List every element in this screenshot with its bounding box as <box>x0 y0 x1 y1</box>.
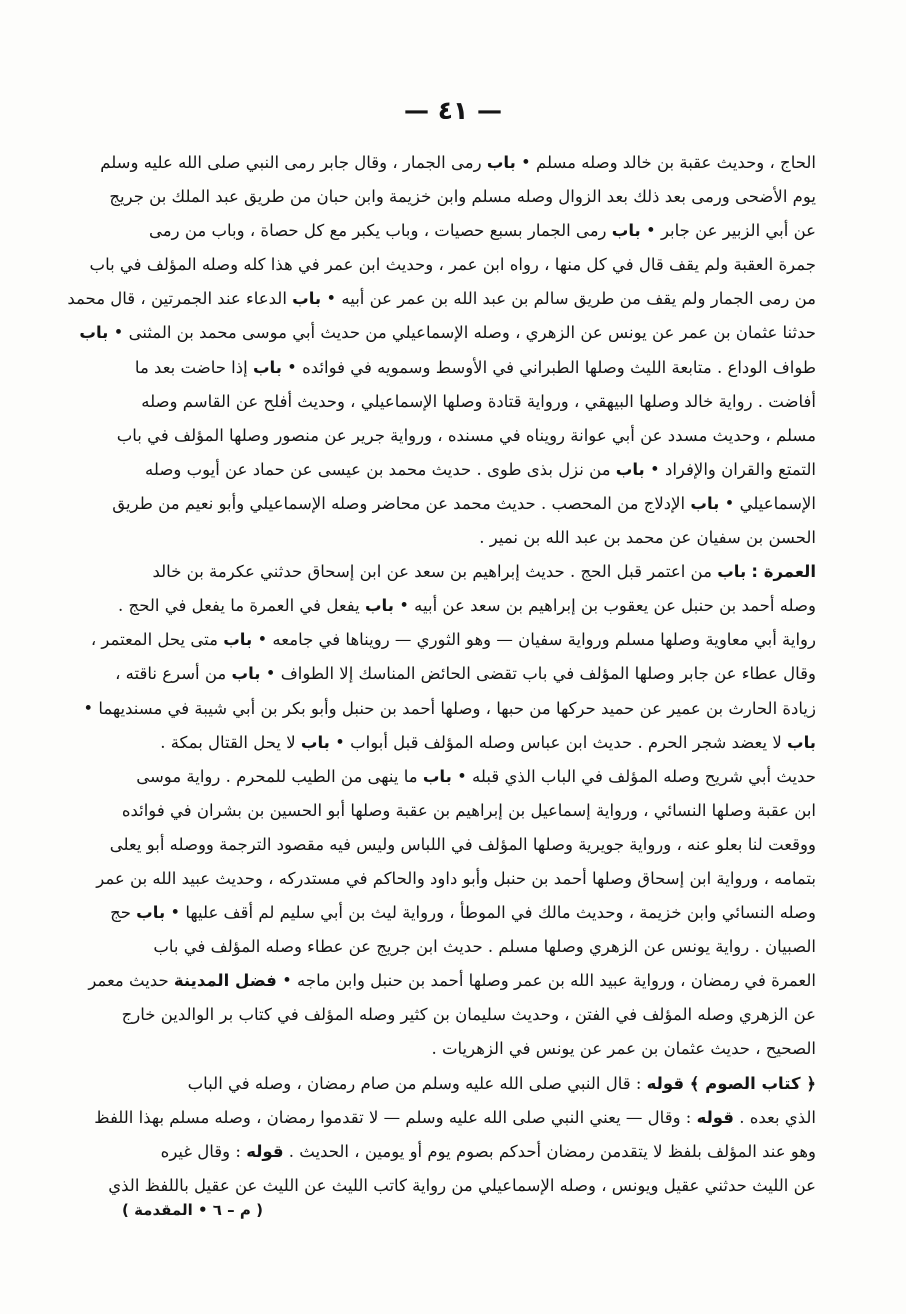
bold-heading-run: باب <box>422 766 452 786</box>
text-line <box>106 896 816 930</box>
text-run: جمرة العقبة ولم يقف قال في كل منها ، رواه ابن عمر ، وحديث ابن عمر في هذا كله وصله المؤلف في باب <box>89 255 816 275</box>
text-line <box>106 1067 816 1101</box>
text-run: متى يحل المعتمر ، <box>90 630 224 650</box>
text-line <box>106 555 816 589</box>
text-line <box>106 214 816 248</box>
text-line <box>106 726 816 760</box>
text-run: حدثنا عثمان بن عمر عن يونس عن الزهري ، وصله الإسماعيلي من حديث أبي موسى محمد بن المثنى • <box>108 323 816 343</box>
text-run: من أسرع ناقته ، <box>115 664 232 684</box>
page-number: — ٤١ — <box>404 96 502 125</box>
text-run: الإدلاج من المحصب . حديث محمد عن محاضر وصله الإسماعيلي وأبو نعيم من طريق <box>112 493 691 513</box>
text-line <box>106 1032 816 1066</box>
text-run: رمى الجمار بسبع حصيات ، وباب يكبر مع كل حصاة ، وباب من رمى <box>149 221 612 241</box>
text-run: وصله النسائي وابن خزيمة ، وحديث مالك في الموطأ ، ورواية ليث بن أبي سليم لم أقف عليها • <box>165 903 816 923</box>
text-run: الإسماعيلي • <box>719 493 816 513</box>
text-line <box>106 589 816 623</box>
text-line <box>106 453 816 487</box>
text-run: رمى الجمار ، وقال جابر رمى النبي صلى الله عليه وسلم <box>100 153 487 172</box>
text-run: يفعل في العمرة ما يفعل في الحج . <box>118 596 365 616</box>
text-line <box>106 180 816 214</box>
text-line <box>67 282 816 316</box>
bold-heading-run: باب <box>300 732 330 752</box>
text-run: : وقال غيره <box>160 1141 247 1161</box>
text-run: عن الزهري وصله المؤلف في الفتن ، وحديث سليمان بن كثير وصله المؤلف في كتاب بر الوالدين خارج <box>121 1005 816 1025</box>
text-run: من نزل بذى طوى . حديث محمد بن عيسى عن حماد عن أيوب وصله <box>145 459 616 479</box>
text-line <box>88 964 816 998</box>
bold-heading-run: باب <box>292 289 322 309</box>
text-line <box>106 1135 816 1169</box>
text-run: ووقعت لنا بعلو عنه ، ورواية جويرية وصلها المؤلف في اللباس وليس فيه مقصود الترجمة ووصله أبو يعلى <box>109 834 816 854</box>
text-run: : قال النبي صلى الله عليه وسلم من صام رمضان ، وصله في الباب <box>187 1073 647 1093</box>
text-line <box>106 487 816 521</box>
text-run: حديث أبي شريح وصله المؤلف في الباب الذي قبله • <box>451 766 816 786</box>
text-run: يوم الأضحى ورمى بعد ذلك بعد الزوال وصله مسلم وابن خزيمة وابن حبان من طريق عبد الملك بن جريج <box>109 187 816 207</box>
text-run: إذا حاضت بعد ما <box>134 357 253 377</box>
bold-heading-run: باب <box>364 596 394 616</box>
text-run: العمرة في رمضان ، ورواية عبيد الله بن عمر وصلها أحمد بن حنبل وابن ماجه • <box>276 971 816 991</box>
text-run: وهو عند المؤلف بلفظ لا يتقدمن رمضان أحدكم بصوم يوم أو يومين ، الحديث . <box>283 1141 816 1161</box>
text-run: زيادة الحارث بن عمير عن حميد حركها من حبها ، وصلها أحمد بن حنبل وأبو بكر بن أبي شيبة في مسنديهما • <box>83 698 816 718</box>
bold-heading-run: باب <box>223 630 253 650</box>
text-run: أفاضت . رواية خالد وصلها البيهقي ، ورواية قتادة وصلها الإسماعيلي ، وحديث أفلح عن القاسم وصله <box>141 391 816 411</box>
text-run: عن أبي الزبير عن جابر • <box>640 221 816 241</box>
text-run: ما ينهى من الطيب للمحرم . رواية موسى <box>136 766 423 786</box>
text-line <box>94 1101 816 1135</box>
text-line <box>106 794 816 828</box>
body-text <box>67 146 816 1203</box>
bold-heading-run: باب <box>486 153 516 172</box>
text-run: حديث معمر <box>88 971 174 991</box>
text-line <box>89 248 816 282</box>
bold-heading-run: باب <box>231 664 261 684</box>
bold-heading-run: العمرة : <box>751 562 816 582</box>
text-line <box>106 419 816 453</box>
text-run: لا يعضد شجر الحرم . حديث ابن عباس وصله المؤلف قبل أبواب • <box>329 732 788 752</box>
text-run: الحاج ، وحديث عقبة بن خالد وصله مسلم • <box>515 153 816 172</box>
text-run: من رمى الجمار ولم يقف من طريق سالم بن عبد الله بن عمر عن أبيه • <box>321 289 816 309</box>
text-run: التمتع والقران والإفراد • <box>644 459 816 479</box>
text-run: من اعتمر قبل الحج . حديث إبراهيم بن سعد عن ابن إسحاق حدثني عكرمة بن خالد <box>152 562 718 582</box>
text-line <box>106 657 816 691</box>
bold-heading-run: باب <box>79 323 109 343</box>
text-run: الصبيان . رواية يونس عن الزهري وصلها مسلم . حديث ابن جريج عن عطاء وصله المؤلف في باب <box>153 937 816 957</box>
text-line <box>106 521 816 555</box>
text-run: لا يحل القتال بمكة . <box>160 732 301 752</box>
bold-heading-run: باب <box>690 493 720 513</box>
text-line <box>96 862 816 896</box>
text-run: رواية أبي معاوية وصلها مسلم ورواية سفيان — وهو الثوري — رويناها في جامعه • <box>252 630 816 650</box>
text-line <box>79 316 816 350</box>
text-run: وقال عطاء عن جابر وصلها المؤلف في باب تقضى الحائض المناسك إلا الطواف • <box>260 664 816 684</box>
text-run: مسلم ، وحديث مسدد عن أبي عوانة رويناه في مسنده ، ورواية جرير عن منصور وصلها المؤلف في باب <box>116 425 816 445</box>
text-line <box>100 146 816 180</box>
bold-heading-run: باب <box>615 459 645 479</box>
text-run: ابن عقبة وصلها النسائي ، ورواية إسماعيل بن إبراهيم بن عقبة وصلها أبو الحسين بن بشران في فوائده <box>121 800 816 820</box>
bold-heading-run: ﴿ كتاب الصوم ﴾ قوله <box>646 1073 816 1093</box>
bold-heading-run: قوله <box>696 1107 734 1127</box>
text-line <box>106 930 816 964</box>
text-line <box>106 760 816 794</box>
text-line <box>106 351 816 385</box>
text-run: حج <box>110 903 137 923</box>
text-run: وصله أحمد بن حنبل عن يعقوب بن إبراهيم بن سعد عن أبيه • <box>393 596 816 616</box>
text-run: عن الليث حدثني عقيل ويونس ، وصله الإسماعيلي من رواية كاتب الليث عن الليث عن عقيل باللفظ الذي <box>108 1175 816 1195</box>
text-run: : وقال — يعني النبي صلى الله عليه وسلم — لا تقدموا رمضان ، وصله مسلم بهذا اللفظ <box>94 1107 697 1127</box>
text-line <box>90 623 816 657</box>
bold-heading-run: باب <box>252 357 282 377</box>
text-run: بتمامه ، ورواية ابن إسحاق وصلها أحمد بن حنبل وأبو داود والحاكم في مستدركه ، وحديث عبيد الله بن عمر <box>96 868 816 888</box>
bold-heading-run: باب <box>136 903 166 923</box>
bold-heading-run: باب <box>787 732 816 752</box>
bold-heading-run: قوله <box>246 1141 284 1161</box>
text-run: الدعاء عند الجمرتين ، قال محمد <box>67 289 293 309</box>
text-run: الصحيح ، حديث عثمان بن عمر عن يونس في الزهريات . <box>431 1039 816 1059</box>
text-run: الذي بعده . <box>733 1107 816 1127</box>
text-line <box>106 1169 816 1203</box>
printer-signature: ( م – ٦ • المقدمة ) <box>122 1201 263 1219</box>
text-line <box>106 998 816 1032</box>
text-line <box>106 385 816 419</box>
bold-heading-run: فضل المدينة <box>173 971 277 991</box>
text-run: طواف الوداع . متابعة الليث وصلها الطبراني في الأوسط وسمويه في فوائده • <box>281 357 816 377</box>
text-run: الحسن بن سفيان عن محمد بن عبد الله بن نمير . <box>479 528 816 548</box>
bold-heading-run: باب <box>717 562 747 582</box>
bold-heading-run: باب <box>611 221 641 241</box>
text-line <box>83 692 816 726</box>
text-line <box>106 828 816 862</box>
